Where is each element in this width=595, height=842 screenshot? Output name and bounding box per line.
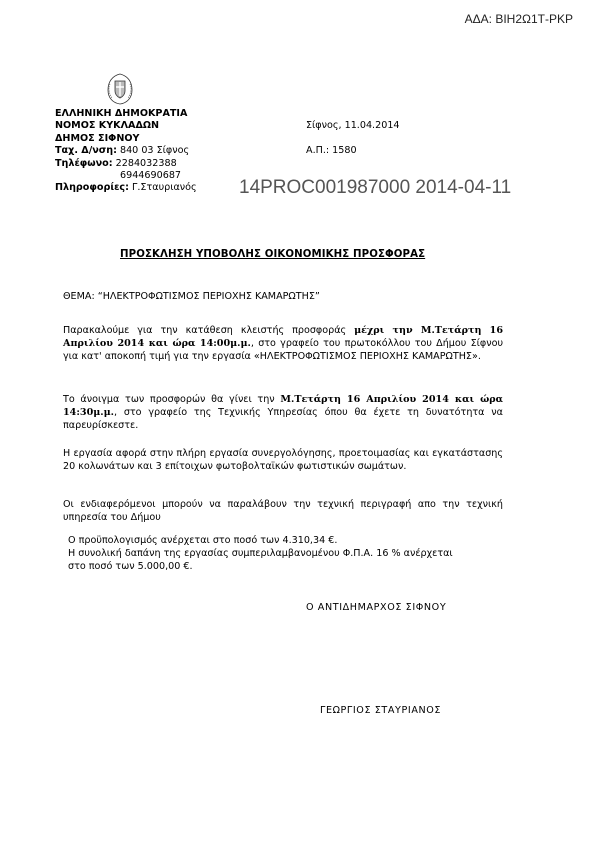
document-title: ΠΡΟΣΚΛΗΣΗ ΥΠΟΒΟΛΗΣ ΟΙΚΟΝΟΜΙΚΗΣ ΠΡΟΣΦΟΡΑΣ xyxy=(120,249,426,260)
budget-line-1: Ο προϋπολογισμός ανέρχεται στο ποσό των 4.310,34 €. xyxy=(68,535,338,546)
paragraph-submission: Παρακαλούμε για την κατάθεση κλειστής προσφοράς μέχρι την Μ.Τετάρτη 16 Απριλίου 2014 και ώρα 14:00μ.μ., στο γραφείο του πρωτοκόλλου του Δήμου Σίφνου για κατ' αποκοπή τιμή για την εργασία «ΗΛΕΚΤΡΟΦΩΤΙΣΜΟΣ ΠΕΡΙΟΧΗΣ ΚΑΜΑΡΩΤΗΣ». xyxy=(63,325,503,362)
paragraph-work-description: Η εργασία αφορά στην πλήρη εργασία συνεργολόγησης, προετοιμασίας και εγκατάστασης 20 κολωνάτων και 3 επίτοιχων φωτοβολταϊκών φωτιστικών σωμάτων. xyxy=(63,448,503,472)
budget-line-2: Η συνολική δαπάνη της εργασίας συμπεριλαμβανομένου Φ.Π.Α. 16 % ανέρχεται xyxy=(68,548,453,559)
ada-code: ΑΔΑ: ΒΙΗ2Ω1Τ-ΡΚΡ xyxy=(464,12,573,26)
header-phone: Τηλέφωνο: 2284032388 xyxy=(55,157,177,169)
place-date: Σίφνος, 11.04.2014 xyxy=(306,120,400,131)
protocol-number: Α.Π.: 1580 xyxy=(306,145,357,156)
budget-line-3: στο ποσό των 5.000,00 €. xyxy=(68,561,193,572)
header-block xyxy=(55,108,197,195)
paragraph-opening: Το άνοιγμα των προσφορών θα γίνει την Μ.Τετάρτη 16 Απριλίου 2014 και ώρα 14:30μ.μ., στο γραφείο της Τεχνικής Υπηρεσίας όπου θα έχετε τη δυνατότητα να παρευρίσκεστε. xyxy=(63,394,503,431)
signatory-title: Ο ΑΝΤΙΔΗΜΑΡΧΟΣ ΣΙΦΝΟΥ xyxy=(306,602,447,613)
header-municipality: ΔΗΜΟΣ ΣΙΦΝΟΥ xyxy=(55,132,140,144)
header-info: Πληροφορίες: Γ.Σταυριανός xyxy=(55,182,197,194)
document-subject: ΘΕΜΑ: “ΗΛΕΚΤΡΟΦΩΤΙΣΜΟΣ ΠΕΡΙΟΧΗΣ ΚΑΜΑΡΩΤΗΣ” xyxy=(63,291,320,302)
paragraph-technical-description: Οι ενδιαφερόμενοι μπορούν να παραλάβουν την τεχνική περιγραφή απο την τεχνική υπηρεσία του Δήμου xyxy=(63,499,503,523)
signatory-name: ΓΕΩΡΓΙΟΣ ΣΤΑΥΡΙΑΝΟΣ xyxy=(320,705,442,716)
protocol-stamp: 14PROC001987000 2014-04-11 xyxy=(239,177,512,198)
header-address: Ταχ. Δ/νση: 840 03 Σίφνος xyxy=(55,145,190,157)
header-prefecture: ΝΟΜΟΣ ΚΥΚΛΑΔΩΝ xyxy=(55,120,160,132)
header-country: ΕΛΛΗΝΙΚΗ ΔΗΜΟΚΡΑΤΙΑ xyxy=(55,108,188,119)
header-phone-2: 6944690687 xyxy=(120,170,182,182)
coat-of-arms-emblem xyxy=(103,72,137,106)
